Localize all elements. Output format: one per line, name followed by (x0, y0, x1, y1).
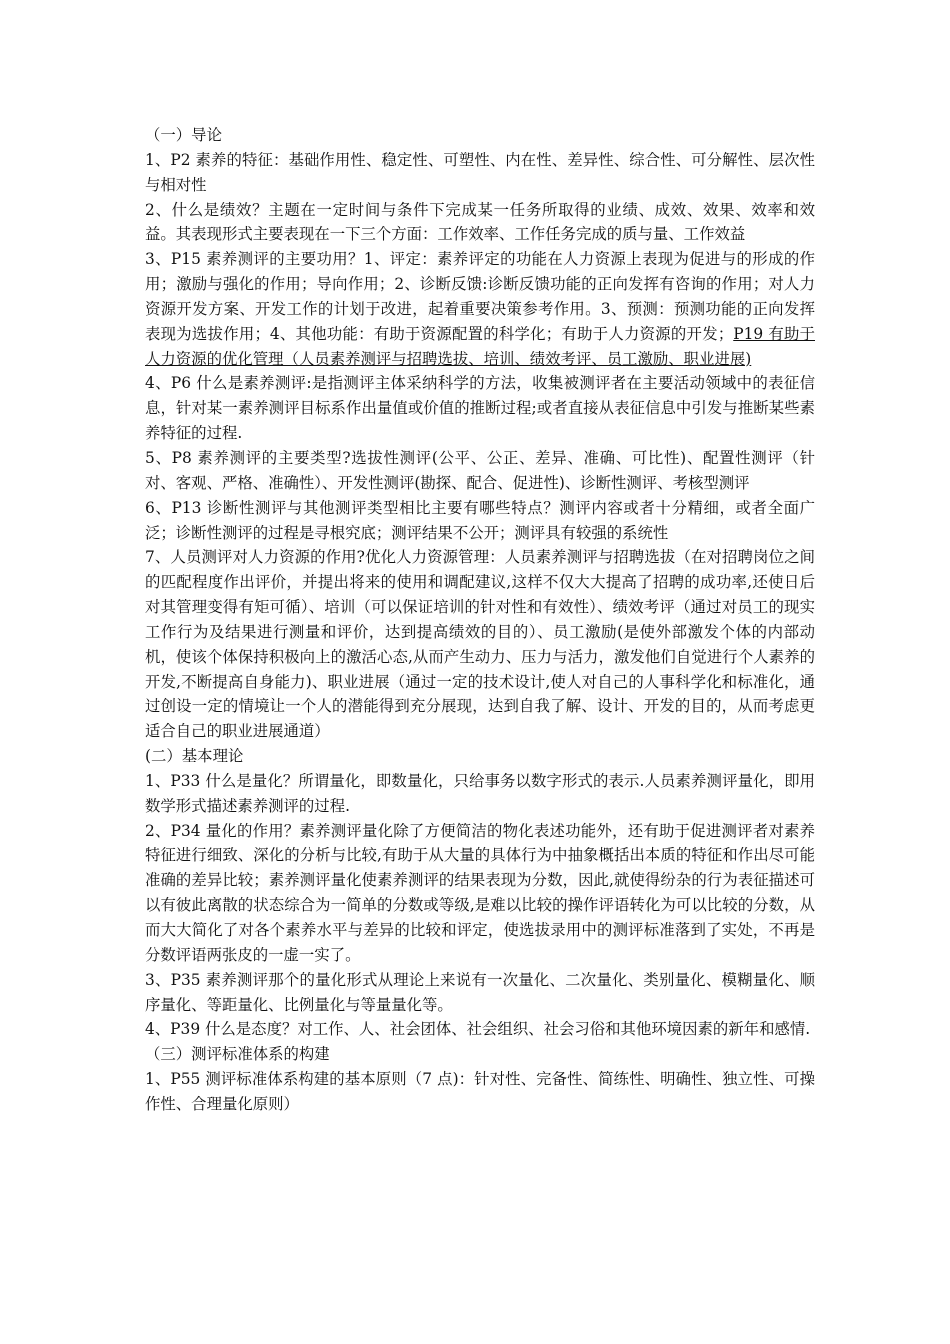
paragraph-8: 1、P33 什么是量化？所谓量化，即数量化，只给事务以数字形式的表示.人员素养测评量化，即用数学形式描述素养测评的过程. (145, 771, 815, 815)
paragraph-9: 2、P34 量化的作用？素养测评量化除了方便简洁的物化表述功能外，还有助于促进测评者对素养特征进行细致、深化的分析与比较,有助于从大量的具体行为中抽象概括出本质的特征和作出尽可能准确的差异比较；素养测评量化使素养测评的结果表现为分数，因此,就使得纷杂的行为表征描述可以有彼此离散的状态综合为一简单的分数或等级,是难以比较的操作评语转化为可以比较的分数，从而大大简化了对各个素养水平与差异的比较和评定，使选拔录用中的测评标准落到了实处，不再是分数评语两张皮的一虚一实了。 (145, 821, 815, 964)
paragraph-2: 2、什么是绩效？主题在一定时间与条件下完成某一任务所取得的业绩、成效、效果、效率和效益。其表现形式主要表现在一下三个方面：工作效率、工作任务完成的质与量、工作效益 (145, 200, 815, 244)
paragraph-5: 5、P8 素养测评的主要类型?选拔性测评(公平、公正、差异、准确、可比性)、配置性测评（针对、客观、严格、准确性）、开发性测评(勘探、配合、促进性)、诊断性测评、考核型测评 (145, 448, 815, 492)
paragraph-4: 4、P6 什么是素养测评:是指测评主体采纳科学的方法，收集被测评者在主要活动领域中的表征信息，针对某一素养测评目标系作出量值或价值的推断过程;或者直接从表征信息中引发与推断某些素养特征的过程. (145, 374, 815, 443)
paragraph-12: 1、P55 测评标准体系构建的基本原则（7 点)：针对性、完备性、简练性、明确性、独立性、可操作性、合理量化原则） (145, 1070, 815, 1113)
paragraph-3: 3、P15 素养测评的主要功用？1、评定：素养评定的功能在人力资源上表现为促进与的形成的作用；激励与强化的作用；导向作用；2、诊断反馈:诊断反馈功能的正向发挥有咨询的作用；对人力资源开发方案、开发工作的计划于改进，起着重要决策参考作用。3、预测：预测功能的正向发挥表现为选拔作用；4、其他功能：有助于资源配置的科学化；有助于人力资源的开发；P19 有助于人力资源的优化管理（人员素养测评与招聘选拔、培训、绩效考评、员工激励、职业进展) (145, 250, 815, 368)
paragraph-10: 3、P35 素养测评那个的量化形式从理论上来说有一次量化、二次量化、类别量化、模糊量化、顺序量化、等距量化、比例量化与等量量化等。 (145, 970, 815, 1014)
section-heading-basic-theory: (二）基本理论 (145, 747, 244, 766)
section-heading-intro: （一）导论 (145, 126, 222, 144)
underlined-text: P19 有助于人力资源的优化管理（人员素养测评与招聘选拔、培训、绩效考评、员工激励、职业进展) (145, 324, 815, 368)
document-page (145, 123, 815, 1117)
paragraph-1: 1、P2 素养的特征：基础作用性、稳定性、可塑性、内在性、差异性、综合性、可分解性、层次性与相对性 (145, 150, 815, 194)
section-heading-standard-system: （三）测评标准体系的构建 (145, 1045, 330, 1064)
paragraph-7: 7、人员测评对人力资源的作用?优化人力资源管理：人员素养测评与招聘选拔（在对招聘岗位之间的匹配程度作出评价，并提出将来的使用和调配建议,这样不仅大大提高了招聘的成功率,还使日后对其管理变得有矩可循）、培训（可以保证培训的针对性和有效性）、绩效考评（通过对员工的现实工作行为及结果进行测量和评价，达到提高绩效的目的）、员工激励(是使外部激发个体的内部动机，使该个体保持积极向上的激活心态,从而产生动力、压力与活力，激发他们自觉进行个人素养的开发,不断提高自身能力)、职业进展（通过一定的技术设计,使人对自己的人事科学化和标准化，通过创设一定的情境让一个人的潜能得到充分展现，达到自我了解、设计、开发的目的，从而考虑更适合自己的职业进展通道） (145, 548, 815, 741)
paragraph-11: 4、P39 什么是态度？对工作、人、社会团体、社会组织、社会习俗和其他环境因素的新年和感情. (145, 1020, 811, 1039)
paragraph-6: 6、P13 诊断性测评与其他测评类型相比主要有哪些特点？测评内容或者十分精细，或者全面广泛；诊断性测评的过程是寻根究底；测评结果不公开；测评具有较强的系统性 (145, 498, 815, 542)
